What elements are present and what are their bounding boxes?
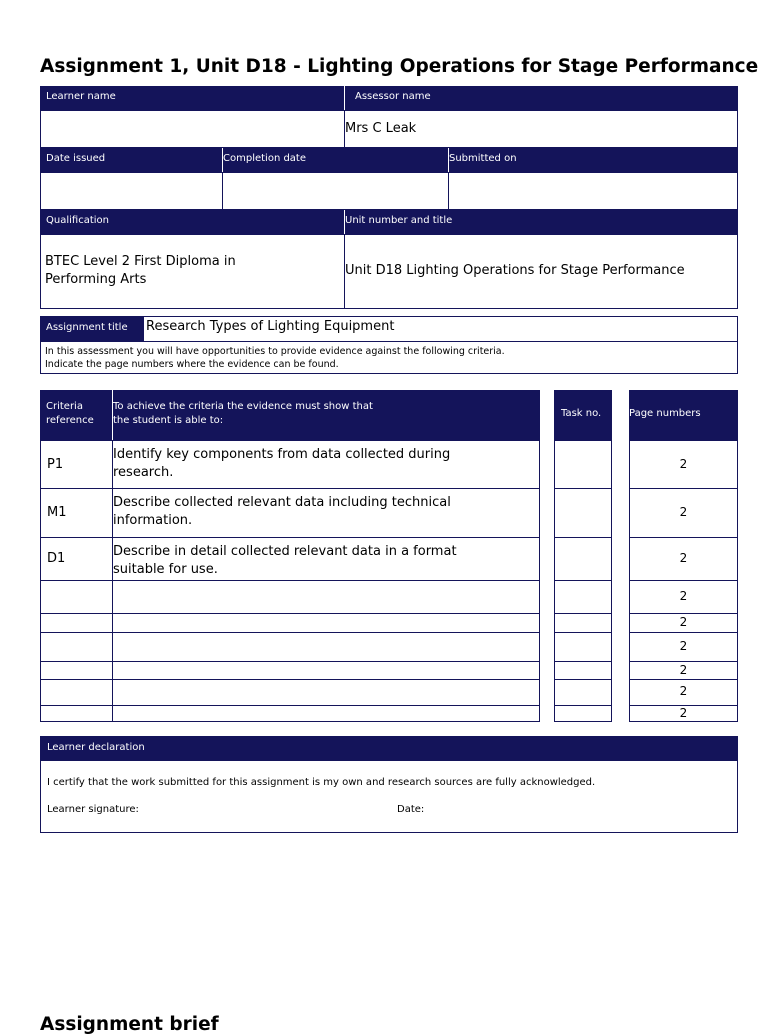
date-issued-label: Date issued	[46, 153, 106, 164]
date-issued-field[interactable]	[40, 172, 223, 210]
table-row-ref	[40, 679, 113, 706]
assignment-brief-heading: Assignment brief	[40, 1014, 219, 1035]
page-number-cell[interactable]	[629, 705, 738, 722]
criteria-ref-label-line2: reference	[46, 415, 94, 426]
declaration-header	[40, 736, 738, 761]
table-row-ref	[40, 537, 113, 581]
qualification-header	[40, 210, 344, 234]
qualification-label: Qualification	[46, 215, 109, 226]
page-numbers-label: Page numbers	[629, 408, 701, 419]
page-number-value: 2	[679, 589, 688, 603]
task-no-cell[interactable]	[554, 537, 612, 581]
page-number-value: 2	[679, 706, 688, 720]
criteria-ref-label-line1: Criteria	[46, 401, 83, 412]
evidence-label-line2: the student is able to:	[113, 415, 224, 426]
criteria-text-line1: Describe in detail collected relevant data in a format	[113, 544, 457, 559]
learner-name-label: Learner name	[46, 91, 116, 102]
criteria-ref: M1	[47, 505, 67, 520]
qualification-value-line2: Performing Arts	[45, 272, 147, 287]
completion-date-label: Completion date	[223, 153, 307, 164]
unit-field	[344, 234, 738, 309]
page-number-value: 2	[679, 457, 688, 471]
task-no-cell[interactable]	[554, 705, 612, 722]
criteria-text-line2: research.	[113, 465, 174, 480]
table-row-evidence	[112, 488, 540, 538]
assessor-name-label: Assessor name	[355, 91, 431, 102]
table-row-ref	[40, 488, 113, 538]
page-number-cell[interactable]	[629, 613, 738, 633]
instructions-line1: In this assessment you will have opportunities to provide evidence against the following criteria.	[45, 346, 505, 357]
completion-date-header	[222, 148, 448, 172]
table-row-evidence	[112, 580, 540, 614]
task-no-cell[interactable]	[554, 613, 612, 633]
unit-number-title-label: Unit number and title	[345, 215, 453, 226]
submitted-on-header	[448, 148, 738, 172]
instructions-line2: Indicate the page numbers where the evidence can be found.	[45, 359, 339, 370]
assignment-title-header	[40, 316, 144, 341]
evidence-header	[112, 390, 540, 440]
table-row-ref	[40, 613, 113, 633]
page-numbers-header	[629, 390, 738, 440]
page-number-cell[interactable]	[629, 537, 738, 581]
table-row-evidence	[112, 440, 540, 489]
declaration-date-label[interactable]: Date:	[397, 804, 425, 815]
page-number-value: 2	[679, 615, 688, 629]
page-number-cell[interactable]	[629, 440, 738, 489]
task-no-cell[interactable]	[554, 661, 612, 680]
criteria-ref: D1	[47, 551, 66, 566]
assignment-divider	[40, 341, 738, 342]
table-row-evidence	[112, 679, 540, 706]
date-issued-header	[40, 148, 222, 172]
task-no-cell[interactable]	[554, 488, 612, 538]
criteria-text-line2: information.	[113, 513, 193, 528]
unit-number-title-value: Unit D18 Lighting Operations for Stage Performance	[345, 263, 685, 278]
submitted-on-field[interactable]	[448, 172, 738, 210]
learner-name-header	[40, 86, 344, 110]
task-no-cell[interactable]	[554, 632, 612, 662]
declaration-box	[40, 760, 738, 833]
learner-signature-label[interactable]: Learner signature:	[47, 804, 139, 815]
qualification-value-line1: BTEC Level 2 First Diploma in	[45, 254, 236, 269]
criteria-ref: P1	[47, 457, 64, 472]
page-number-value: 2	[679, 551, 688, 565]
assessor-name-header	[344, 86, 738, 110]
task-no-cell[interactable]	[554, 440, 612, 489]
assessor-name-field[interactable]	[344, 110, 738, 148]
criteria-ref-header	[40, 390, 112, 440]
table-row-evidence	[112, 632, 540, 662]
table-row-evidence	[112, 661, 540, 680]
page-number-cell[interactable]	[629, 661, 738, 680]
table-row-ref	[40, 661, 113, 680]
declaration-header-label: Learner declaration	[47, 742, 145, 753]
criteria-text-line2: suitable for use.	[113, 562, 218, 577]
evidence-label-line1: To achieve the criteria the evidence must show that	[113, 401, 373, 412]
page-number-value: 2	[679, 684, 688, 698]
learner-name-field[interactable]	[40, 110, 345, 148]
assessor-name-value: Mrs C Leak	[345, 121, 417, 136]
unit-header	[344, 210, 738, 234]
table-row-ref	[40, 632, 113, 662]
table-row-ref	[40, 580, 113, 614]
criteria-text-line1: Describe collected relevant data including technical	[113, 495, 451, 510]
criteria-text-line1: Identify key components from data collected during	[113, 447, 451, 462]
page-number-cell[interactable]	[629, 488, 738, 538]
page-number-cell[interactable]	[629, 679, 738, 706]
table-row-evidence	[112, 537, 540, 581]
qualification-field	[40, 234, 345, 309]
table-row-evidence	[112, 613, 540, 633]
assignment-title-value: Research Types of Lighting Equipment	[146, 319, 395, 334]
task-no-header	[554, 390, 612, 440]
submitted-on-label: Submitted on	[449, 153, 517, 164]
task-no-label: Task no.	[561, 408, 602, 419]
table-row-evidence	[112, 705, 540, 722]
completion-date-field[interactable]	[222, 172, 449, 210]
document-title: Assignment 1, Unit D18 - Lighting Operations for Stage Performance	[40, 56, 759, 77]
assignment-title-label: Assignment title	[46, 322, 128, 333]
page-number-cell[interactable]	[629, 580, 738, 614]
page-number-cell[interactable]	[629, 632, 738, 662]
declaration-statement: I certify that the work submitted for this assignment is my own and research sources are fully acknowledged.	[47, 777, 596, 788]
task-no-cell[interactable]	[554, 679, 612, 706]
page-number-value: 2	[679, 663, 688, 677]
table-row-ref	[40, 705, 113, 722]
page-number-value: 2	[679, 639, 688, 653]
page-number-value: 2	[679, 505, 688, 519]
table-row-ref	[40, 440, 113, 489]
task-no-cell[interactable]	[554, 580, 612, 614]
